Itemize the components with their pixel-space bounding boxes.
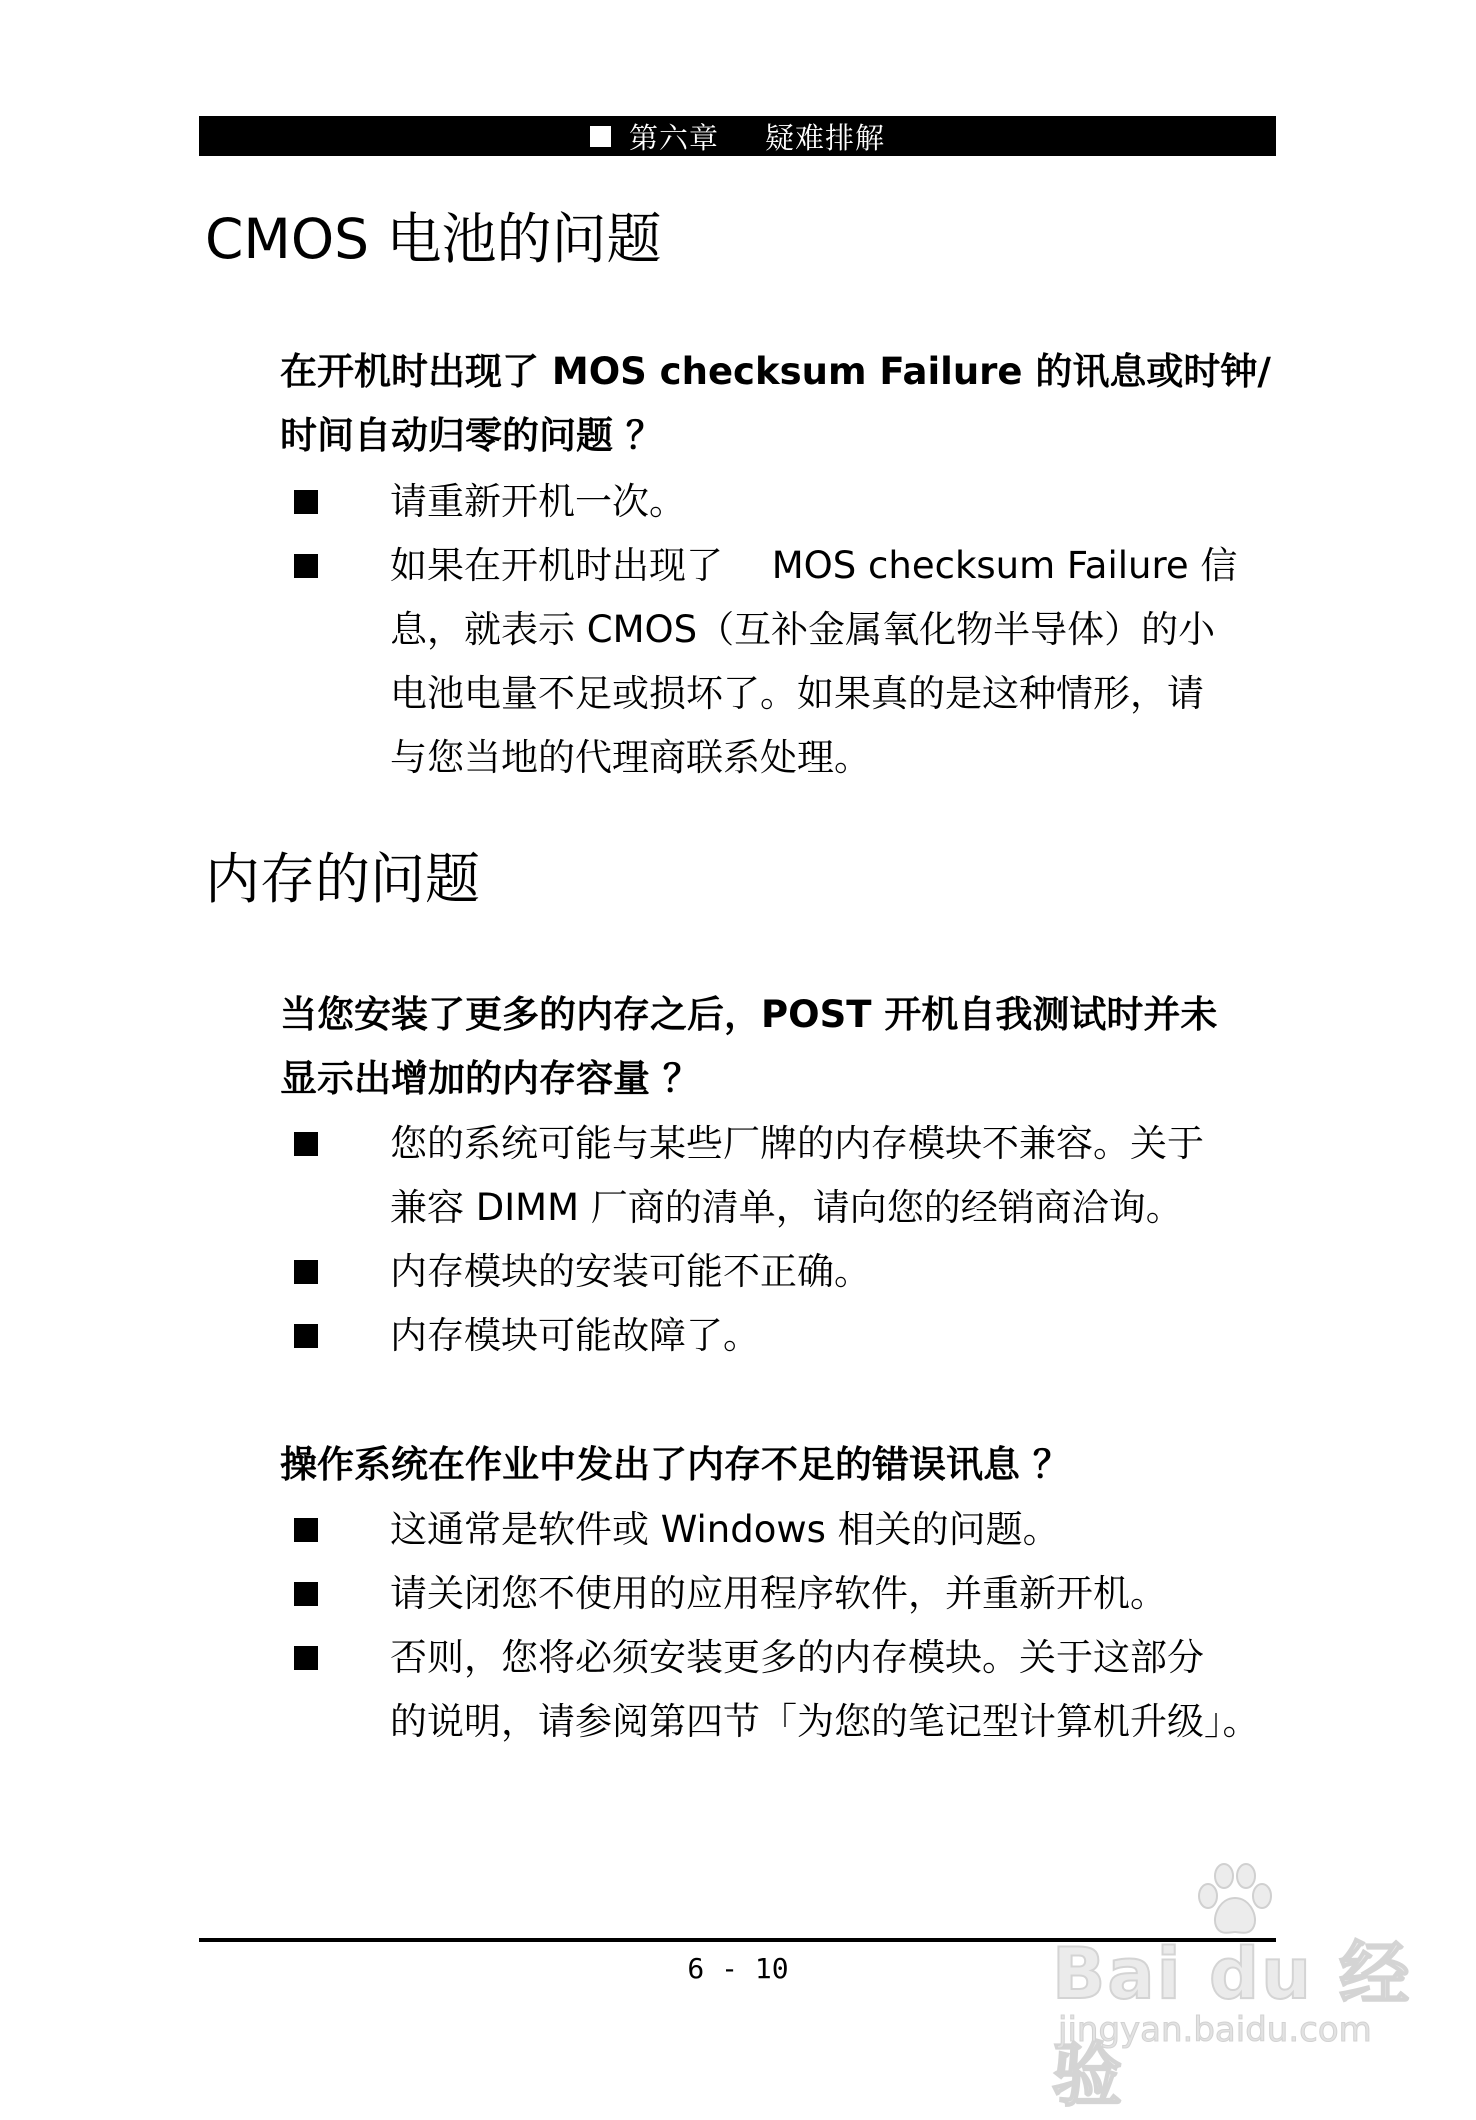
baidu-watermark bbox=[1040, 1860, 1420, 2116]
section-title-memory: 内存的问题 bbox=[205, 847, 481, 911]
square-bullet-icon bbox=[294, 554, 318, 578]
square-bullet-icon bbox=[294, 1646, 318, 1670]
answer-line: 的说明，请参阅第四节「为您的笔记型计算机升级」。 bbox=[390, 1700, 1260, 1743]
answer-line: 与您当地的代理商联系处理。 bbox=[390, 736, 871, 779]
chapter-header bbox=[199, 116, 1276, 156]
answer-item bbox=[390, 470, 1280, 534]
answer-line: 否则，您将必须安装更多的内存模块。关于这部分 bbox=[390, 1636, 1204, 1679]
square-bullet-icon bbox=[294, 1132, 318, 1156]
square-bullet-icon bbox=[590, 126, 611, 147]
section-title-cmos: CMOS 电池的问题 bbox=[205, 207, 662, 271]
answer-line: 息，就表示 CMOS（互补金属氧化物半导体）的小 bbox=[390, 608, 1216, 651]
question-heading bbox=[280, 1433, 1280, 1497]
answer-item bbox=[390, 1112, 1280, 1240]
chapter-title: 疑难排解 bbox=[765, 120, 886, 155]
page-number: 6 - 10 bbox=[687, 1952, 789, 1985]
question-line: 在开机时出现了 MOS checksum Failure 的讯息或时钟/ bbox=[280, 350, 1271, 393]
answer-line: 请重新开机一次。 bbox=[390, 480, 686, 523]
answer-line: 内存模块可能故障了。 bbox=[390, 1314, 760, 1357]
answer-item bbox=[390, 534, 1280, 790]
answer-line: 请关闭您不使用的应用程序软件，并重新开机。 bbox=[390, 1572, 1167, 1615]
square-bullet-icon bbox=[294, 1518, 318, 1542]
question-line: 时间自动归零的问题 ？ bbox=[280, 414, 663, 457]
answer-line: 电池电量不足或损坏了。如果真的是这种情形，请 bbox=[390, 672, 1204, 715]
answer-line: 内存模块的安装可能不正确。 bbox=[390, 1250, 871, 1293]
square-bullet-icon bbox=[294, 1324, 318, 1348]
square-bullet-icon bbox=[294, 1582, 318, 1606]
question-line: 当您安装了更多的内存之后，POST 开机自我测试时并未 bbox=[280, 993, 1218, 1036]
answer-item bbox=[390, 1304, 1280, 1368]
question-heading bbox=[280, 983, 1280, 1111]
answer-line: 兼容 DIMM 厂商的清单，请向您的经销商洽询。 bbox=[390, 1186, 1183, 1229]
answer-line: 这通常是软件或 Windows 相关的问题。 bbox=[390, 1508, 1060, 1551]
chapter-number: 第六章 bbox=[628, 120, 719, 155]
watermark-url: jingyan.baidu.com bbox=[1058, 2010, 1372, 2050]
square-bullet-icon bbox=[294, 1260, 318, 1284]
square-bullet-icon bbox=[294, 490, 318, 514]
answer-line: 如果在开机时出现了 MOS checksum Failure 信 bbox=[390, 544, 1238, 587]
answer-item bbox=[390, 1626, 1280, 1754]
answer-line: 您的系统可能与某些厂牌的内存模块不兼容。关于 bbox=[390, 1122, 1204, 1165]
answer-item bbox=[390, 1240, 1280, 1304]
question-line: 操作系统在作业中发出了内存不足的错误讯息 ？ bbox=[280, 1443, 1070, 1486]
answer-item bbox=[390, 1562, 1280, 1626]
question-heading bbox=[280, 340, 1280, 468]
question-line: 显示出增加的内存容量 ？ bbox=[280, 1057, 700, 1100]
answer-item bbox=[390, 1498, 1280, 1562]
watermark-logo-text: Bai du 经验 bbox=[1052, 1933, 1412, 2116]
